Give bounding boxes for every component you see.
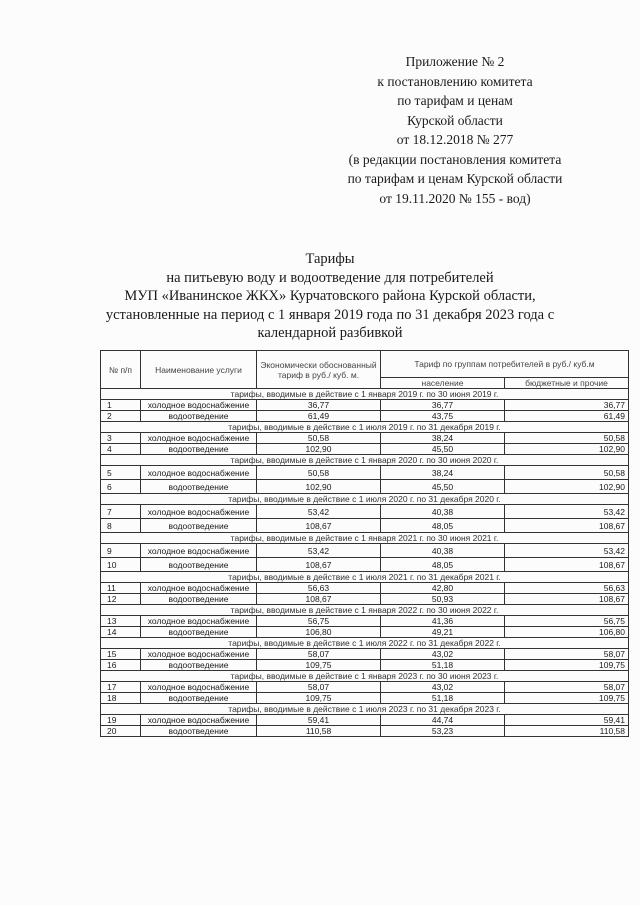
period-row	[101, 389, 629, 400]
economic-tariff: 102,90	[257, 480, 381, 494]
header-service: Наименование услуги	[141, 351, 257, 389]
population-tariff: 51,18	[381, 693, 505, 704]
period-label: тарифы, вводимые в действие с 1 января 2022 г. по 30 июня 2022 г.	[101, 605, 629, 616]
economic-tariff: 108,67	[257, 558, 381, 572]
header-groups: Тариф по группам потребителей в руб./ куб.м	[381, 351, 629, 378]
row-number: 9	[101, 544, 141, 558]
service-name: холодное водоснабжение	[141, 715, 257, 726]
service-name: водоотведение	[141, 627, 257, 638]
population-tariff: 49,21	[381, 627, 505, 638]
period-row	[101, 422, 629, 433]
table-row	[101, 616, 629, 627]
table-row	[101, 682, 629, 693]
row-number: 1	[101, 400, 141, 411]
service-name: водоотведение	[141, 558, 257, 572]
table-row	[101, 558, 629, 572]
row-number: 8	[101, 519, 141, 533]
annex-line: от 18.12.2018 № 277	[396, 132, 514, 147]
tariff-table-body	[101, 389, 629, 737]
period-row	[101, 572, 629, 583]
budget-tariff: 110,58	[505, 726, 629, 737]
economic-tariff: 59,41	[257, 715, 381, 726]
budget-tariff: 56,75	[505, 616, 629, 627]
economic-tariff: 56,63	[257, 583, 381, 594]
period-label: тарифы, вводимые в действие с 1 января 2019 г. по 30 июня 2019 г.	[101, 389, 629, 400]
row-number: 12	[101, 594, 141, 605]
economic-tariff: 108,67	[257, 594, 381, 605]
population-tariff: 41,36	[381, 616, 505, 627]
row-number: 13	[101, 616, 141, 627]
population-tariff: 45,50	[381, 480, 505, 494]
population-tariff: 43,02	[381, 649, 505, 660]
table-row	[101, 519, 629, 533]
population-tariff: 51,18	[381, 660, 505, 671]
service-name: холодное водоснабжение	[141, 583, 257, 594]
economic-tariff: 53,42	[257, 544, 381, 558]
budget-tariff: 50,58	[505, 433, 629, 444]
economic-tariff: 108,67	[257, 519, 381, 533]
service-name: водоотведение	[141, 480, 257, 494]
period-row	[101, 494, 629, 505]
economic-tariff: 58,07	[257, 682, 381, 693]
table-row	[101, 726, 629, 737]
period-label: тарифы, вводимые в действие с 1 июля 2019 г. по 31 декабря 2019 г.	[101, 422, 629, 433]
table-row	[101, 583, 629, 594]
annex-line: от 19.11.2020 № 155 - вод)	[379, 190, 531, 206]
row-number: 7	[101, 505, 141, 519]
table-row	[101, 480, 629, 494]
economic-tariff: 109,75	[257, 693, 381, 704]
row-number: 19	[101, 715, 141, 726]
row-number: 11	[101, 583, 141, 594]
population-tariff: 45,50	[381, 444, 505, 455]
row-number: 14	[101, 627, 141, 638]
population-tariff: 43,02	[381, 682, 505, 693]
header-population: население	[381, 378, 505, 389]
budget-tariff: 108,67	[505, 558, 629, 572]
row-number: 18	[101, 693, 141, 704]
population-tariff: 48,05	[381, 558, 505, 572]
budget-tariff: 58,07	[505, 682, 629, 693]
economic-tariff: 110,58	[257, 726, 381, 737]
service-name: холодное водоснабжение	[141, 616, 257, 627]
service-name: холодное водоснабжение	[141, 505, 257, 519]
service-name: водоотведение	[141, 444, 257, 455]
table-row	[101, 715, 629, 726]
budget-tariff: 109,75	[505, 693, 629, 704]
row-number: 15	[101, 649, 141, 660]
economic-tariff: 53,42	[257, 505, 381, 519]
population-tariff: 36,77	[381, 400, 505, 411]
service-name: холодное водоснабжение	[141, 433, 257, 444]
period-label: тарифы, вводимые в действие с 1 июля 2021 г. по 31 декабря 2021 г.	[101, 572, 629, 583]
budget-tariff: 102,90	[505, 444, 629, 455]
table-row	[101, 693, 629, 704]
row-number: 20	[101, 726, 141, 737]
budget-tariff: 56,63	[505, 583, 629, 594]
annex-line: по тарифам и ценам	[397, 93, 513, 108]
table-row	[101, 411, 629, 422]
service-name: холодное водоснабжение	[141, 682, 257, 693]
row-number: 17	[101, 682, 141, 693]
economic-tariff: 109,75	[257, 660, 381, 671]
population-tariff: 38,24	[381, 433, 505, 444]
document-title	[60, 250, 600, 343]
title-line: установленные на период с 1 января 2019 года по 31 декабря 2023 года с	[105, 306, 555, 323]
population-tariff: 38,24	[381, 466, 505, 480]
title-line: Тарифы	[305, 251, 355, 267]
row-number: 2	[101, 411, 141, 422]
row-number: 4	[101, 444, 141, 455]
population-tariff: 53,23	[381, 726, 505, 737]
row-number: 3	[101, 433, 141, 444]
period-label: тарифы, вводимые в действие с 1 июля 2020 г. по 31 декабря 2020 г.	[101, 494, 629, 505]
annex-line: по тарифам и ценам Курской области	[347, 171, 563, 186]
service-name: холодное водоснабжение	[141, 544, 257, 558]
period-label: тарифы, вводимые в действие с 1 января 2021 г. по 30 июня 2021 г.	[101, 533, 629, 544]
budget-tariff: 53,42	[505, 505, 629, 519]
period-row	[101, 704, 629, 715]
population-tariff: 40,38	[381, 505, 505, 519]
economic-tariff: 50,58	[257, 466, 381, 480]
annex-line: Приложение № 2	[405, 54, 505, 69]
row-number: 5	[101, 466, 141, 480]
annex-line: к постановлению комитета	[377, 73, 533, 89]
economic-tariff: 102,90	[257, 444, 381, 455]
economic-tariff: 61,49	[257, 411, 381, 422]
economic-tariff: 58,07	[257, 649, 381, 660]
title-line: на питьевую воду и водоотведение для потребителей	[166, 269, 494, 286]
period-row	[101, 455, 629, 466]
table-row	[101, 627, 629, 638]
table-row	[101, 505, 629, 519]
budget-tariff: 36,77	[505, 400, 629, 411]
table-row	[101, 433, 629, 444]
population-tariff: 50,93	[381, 594, 505, 605]
service-name: водоотведение	[141, 693, 257, 704]
budget-tariff: 108,67	[505, 594, 629, 605]
budget-tariff: 106,80	[505, 627, 629, 638]
table-row	[101, 649, 629, 660]
budget-tariff: 61,49	[505, 411, 629, 422]
header-num: № п/п	[101, 351, 141, 389]
economic-tariff: 50,58	[257, 433, 381, 444]
service-name: холодное водоснабжение	[141, 400, 257, 411]
period-label: тарифы, вводимые в действие с 1 января 2020 г. по 30 июня 2020 г.	[101, 455, 629, 466]
table-row	[101, 466, 629, 480]
population-tariff: 44,74	[381, 715, 505, 726]
row-number: 16	[101, 660, 141, 671]
row-number: 6	[101, 480, 141, 494]
budget-tariff: 58,07	[505, 649, 629, 660]
period-row	[101, 671, 629, 682]
population-tariff: 48,05	[381, 519, 505, 533]
service-name: водоотведение	[141, 411, 257, 422]
annex-header	[330, 52, 580, 208]
table-row	[101, 594, 629, 605]
service-name: водоотведение	[141, 660, 257, 671]
annex-line: (в редакции постановления комитета	[348, 151, 562, 167]
population-tariff: 40,38	[381, 544, 505, 558]
service-name: холодное водоснабжение	[141, 649, 257, 660]
period-label: тарифы, вводимые в действие с 1 июля 2022 г. по 31 декабря 2022 г.	[101, 638, 629, 649]
period-row	[101, 638, 629, 649]
service-name: водоотведение	[141, 726, 257, 737]
service-name: холодное водоснабжение	[141, 466, 257, 480]
row-number: 10	[101, 558, 141, 572]
service-name: водоотведение	[141, 594, 257, 605]
economic-tariff: 36,77	[257, 400, 381, 411]
table-row	[101, 444, 629, 455]
economic-tariff: 56,75	[257, 616, 381, 627]
budget-tariff: 108,67	[505, 519, 629, 533]
annex-line: Курской области	[407, 112, 503, 128]
economic-tariff: 106,80	[257, 627, 381, 638]
period-label: тарифы, вводимые в действие с 1 июля 2023 г. по 31 декабря 2023 г.	[101, 704, 629, 715]
population-tariff: 42,80	[381, 583, 505, 594]
period-label: тарифы, вводимые в действие с 1 января 2023 г. по 30 июня 2023 г.	[101, 671, 629, 682]
budget-tariff: 102,90	[505, 480, 629, 494]
title-line: календарной разбивкой	[257, 325, 403, 341]
population-tariff: 43,75	[381, 411, 505, 422]
budget-tariff: 109,75	[505, 660, 629, 671]
period-row	[101, 605, 629, 616]
table-row	[101, 660, 629, 671]
table-row	[101, 400, 629, 411]
tariff-table	[100, 350, 629, 737]
title-line: МУП «Иванинское ЖКХ» Курчатовского района Курской области,	[124, 288, 536, 304]
service-name: водоотведение	[141, 519, 257, 533]
budget-tariff: 53,42	[505, 544, 629, 558]
period-row	[101, 533, 629, 544]
budget-tariff: 50,58	[505, 466, 629, 480]
budget-tariff: 59,41	[505, 715, 629, 726]
table-row	[101, 544, 629, 558]
header-budget: бюджетные и прочие	[505, 378, 629, 389]
header-economic: Экономически обоснованный тариф в руб./ куб. м.	[257, 351, 381, 389]
